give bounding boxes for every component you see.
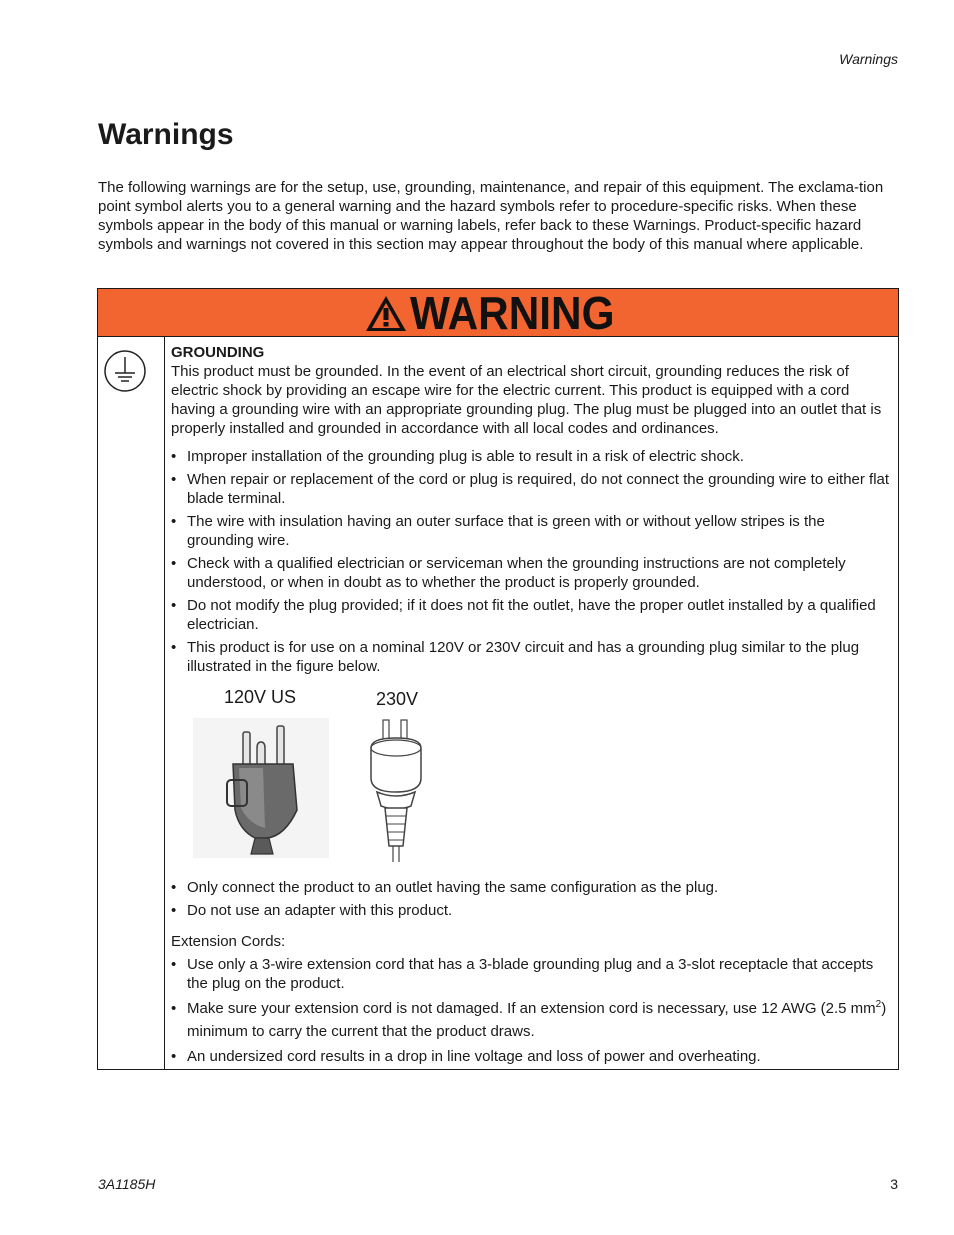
eu-plug-icon <box>361 718 431 864</box>
warning-banner <box>98 286 898 339</box>
section-title: GROUNDING <box>171 344 265 361</box>
extension-bullets <box>171 955 893 1066</box>
plug-figure <box>171 688 893 874</box>
running-head: Warnings <box>839 51 898 67</box>
doc-number: 3A1185H <box>98 1176 156 1192</box>
list-item: • Only connect the product to an outlet having the same configuration as the plug. <box>171 878 893 897</box>
warning-banner-text: WARNING <box>409 286 615 339</box>
page-number: 3 <box>890 1176 898 1192</box>
list-item: • Check with a qualified electrician or serviceman when the grounding instructions are not completely understood, or when in doubt as to whether the product is properly grounded. <box>171 554 893 592</box>
exclamation-triangle-icon <box>364 293 408 333</box>
ground-symbol-icon <box>103 349 147 393</box>
hazard-icon-column <box>98 337 165 1069</box>
section-text: This product must be grounded. In the event of an electrical short circuit, grounding reduces the risk of electric shock by providing an escape wire for the electric current. This product is equipped with a cord having a grounding wire with an appropriate grounding plug. The plug must be plugged into an outlet that is properly installed and grounded in accordance with all local codes and ordinances. <box>171 363 882 437</box>
grounding-bullets <box>171 447 893 676</box>
awg-text-end: ) minimum to carry the current that the product draws. <box>187 1000 887 1040</box>
page-title: Warnings <box>98 118 234 151</box>
list-item: • The wire with insulation having an outer surface that is green with or without yellow stripes is the grounding wire. <box>171 512 893 550</box>
warning-box <box>97 288 899 1070</box>
list-item: • When repair or replacement of the cord or plug is required, do not connect the grounding wire to either flat blade terminal. <box>171 470 893 508</box>
list-item: • Use only a 3-wire extension cord that has a 3-blade grounding plug and a 3-slot receptacle that accepts the plug on the product. <box>171 955 893 993</box>
list-item: • Improper installation of the grounding plug is able to result in a risk of electric shock. <box>171 447 893 466</box>
list-item: • Do not modify the plug provided; if it does not fit the outlet, have the proper outlet installed by a qualified electrician. <box>171 596 893 634</box>
plug-label-us: 120V US <box>224 687 297 707</box>
intro-paragraph: The following warnings are for the setup, use, grounding, maintenance, and repair of this equipment. The exclama-tion point symbol alerts you to a general warning and the hazard symbols refer to procedure-specific risks. When these symbols appear in the body of this manual or warning labels, refer back to these Warnings. Product-specific hazard symbols and warnings not covered in this section may appear throughout the body of this manual where applicable. <box>98 179 884 253</box>
extension-cords-label: Extension Cords: <box>171 933 286 950</box>
us-plug-icon <box>193 718 329 858</box>
awg-text: Make sure your extension cord is not damaged. If an extension cord is necessary, use 12 AWG (2.5 mm <box>187 1000 876 1017</box>
list-item: • Do not use an adapter with this product. <box>171 901 893 920</box>
warning-body <box>98 337 898 1069</box>
plug-label-eu: 230V <box>376 689 419 709</box>
superscript: 2 <box>875 999 882 1010</box>
grounding-section <box>171 343 893 1066</box>
list-item: • An undersized cord results in a drop in line voltage and loss of power and overheating. <box>171 1047 893 1066</box>
list-item <box>171 997 893 1043</box>
plug-bullets <box>171 878 893 920</box>
list-item: • This product is for use on a nominal 120V or 230V circuit and has a grounding plug similar to the plug illustrated in the figure below. <box>171 638 893 676</box>
